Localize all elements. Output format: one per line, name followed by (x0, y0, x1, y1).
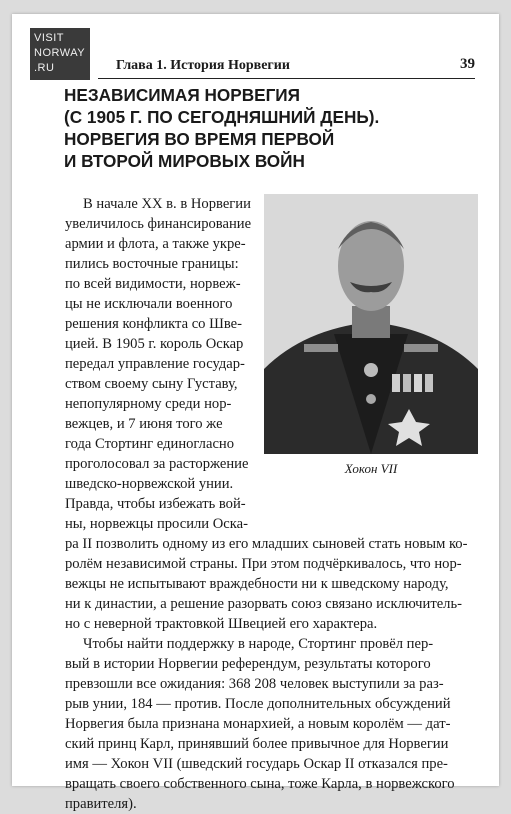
text-line: пились восточные границы: (65, 256, 239, 272)
text-line: Норвегия была признана монархией, а новым королём — дат- (65, 716, 451, 732)
text-line: армии и флота, а также укре- (65, 236, 246, 252)
text-line: года Стортинг единогласно (65, 436, 235, 452)
text-line: проголосовал за расторжение (65, 456, 249, 472)
text-line: непопулярному среди нор- (65, 396, 232, 412)
body-text (65, 194, 485, 814)
title-line: И ВТОРОЙ МИРОВЫХ ВОЙН (64, 151, 305, 171)
text-line: по всей видимости, норвеж- (65, 276, 241, 292)
text-line: вращать своего собственного сына, тоже Карла, в норвежского (65, 776, 455, 792)
text-line: ны, норвежцы просили Оска- (65, 516, 248, 532)
text-line: но с неверной трактовкой Швецией его характера. (65, 616, 378, 632)
text-line: ством своему сыну Густаву, (65, 376, 238, 392)
text-line: ский принц Карл, принявший более привычное для Норвегии (65, 736, 449, 752)
text-line: Правда, чтобы избежать вой- (65, 496, 246, 512)
book-page (12, 14, 499, 812)
text-line: имя — Хокон VII (шведский государь Оскар II отказался пре- (65, 756, 448, 772)
text-line: передал управление государ- (65, 356, 245, 372)
logo-line: VISIT (34, 32, 65, 44)
title-line: НЕЗАВИСИМАЯ НОРВЕГИЯ (64, 85, 301, 105)
text-line: вежцы не испытывают враждебности ни к шведскому народу, (65, 576, 449, 592)
text-line: шведско-норвежской унии. (65, 476, 234, 492)
running-header (98, 56, 475, 79)
text-line: правителя). (65, 796, 137, 812)
text-line: цией. В 1905 г. король Оскар (65, 336, 244, 352)
figure-caption: Хокон VII (344, 461, 398, 476)
logo-line: NORWAY (34, 47, 86, 59)
logo-line: .RU (34, 62, 55, 74)
chapter-title: Глава 1. История Норвегии (116, 58, 290, 73)
visit-norway-logo[interactable] (30, 28, 90, 80)
text-line: вый в истории Норвегии референдум, результаты которого (65, 656, 431, 672)
text-line: увеличилось финансирование (65, 216, 252, 232)
text-line: цы не исключали военного (65, 296, 233, 312)
text-line: В начале XX в. в Норвегии (83, 196, 251, 212)
text-line: превзошли все ожидания: 368 208 человек выступили за раз- (65, 676, 444, 692)
text-line: вежцев, и 7 июня того же (65, 416, 223, 432)
text-line: Чтобы найти поддержку в народе, Стортинг провёл пер- (83, 636, 434, 652)
text-line: ролём независимой страны. При этом подчёркивалось, что нор- (65, 556, 462, 572)
text-line: решения конфликта со Шве- (65, 316, 242, 332)
section-title (64, 84, 484, 172)
text-line: ра II позволить одному из его младших сыновей стать новым ко- (65, 536, 468, 552)
text-line: ни к династии, а решение разорвать союз связано исключитель- (65, 596, 462, 612)
title-line: (С 1905 Г. ПО СЕГОДНЯШНИЙ ДЕНЬ). (64, 107, 380, 127)
page-number: 39 (460, 56, 475, 72)
text-line: рыв унии, 184 — против. После дополнительных обсуждений (65, 696, 451, 712)
title-line: НОРВЕГИЯ ВО ВРЕМЯ ПЕРВОЙ (64, 129, 335, 149)
